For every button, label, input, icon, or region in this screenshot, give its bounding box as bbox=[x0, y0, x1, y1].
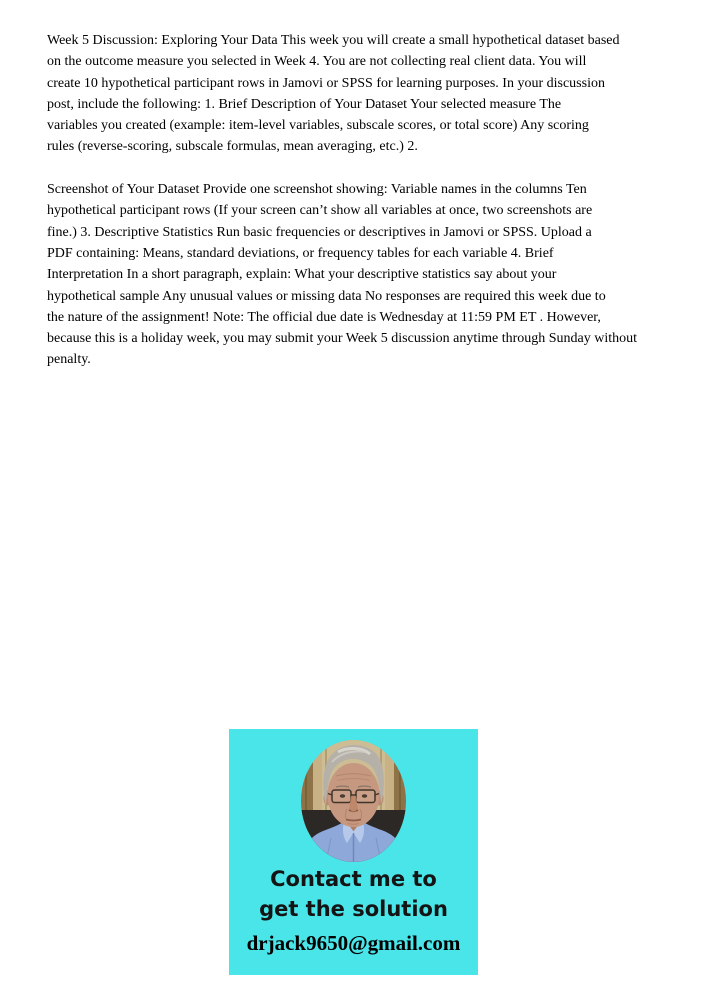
contact-card bbox=[229, 729, 478, 975]
text-line: post, include the following: 1. Brief Description of Your Dataset Your selected measure The bbox=[47, 96, 562, 112]
contact-heading-line1: Contact me to bbox=[270, 867, 437, 891]
text-line: create 10 hypothetical participant rows in Jamovi or SPSS for learning purposes. In your discussion bbox=[47, 75, 605, 91]
text-line: rules (reverse-scoring, subscale formulas, mean averaging, etc.) 2. bbox=[47, 139, 418, 155]
text-line: variables you created (example: item-level variables, subscale scores, or total score) Any scoring bbox=[47, 118, 589, 134]
text-line: Interpretation In a short paragraph, explain: What your descriptive statistics say about your bbox=[47, 267, 557, 283]
text-line: Screenshot of Your Dataset Provide one screenshot showing: Variable names in the columns Ten bbox=[47, 182, 587, 198]
text-line: fine.) 3. Descriptive Statistics Run basic frequencies or descriptives in Jamovi or SPSS. Upload a bbox=[47, 224, 592, 240]
text-line: hypothetical participant rows (If your screen can’t show all variables at once, two screenshots are bbox=[47, 203, 593, 219]
text-line: the nature of the assignment! Note: The official due date is Wednesday at 11:59 PM ET . However, bbox=[47, 309, 601, 325]
text-line: on the outcome measure you selected in Week 4. You are not collecting real client data. You will bbox=[47, 54, 587, 70]
text-line: Week 5 Discussion: Exploring Your Data This week you will create a small hypothetical dataset based bbox=[47, 33, 620, 48]
text-line: penalty. bbox=[47, 352, 91, 368]
contact-email: drjack9650@gmail.com bbox=[246, 931, 461, 955]
text-line: PDF containing: Means, standard deviations, or frequency tables for each variable 4. Brief bbox=[47, 245, 554, 261]
text-line: because this is a holiday week, you may submit your Week 5 discussion anytime through Sunday without bbox=[47, 331, 638, 347]
contact-heading bbox=[229, 864, 478, 924]
contact-heading-line2: get the solution bbox=[259, 897, 448, 921]
text-line: hypothetical sample Any unusual values or missing data No responses are required this week due to bbox=[47, 288, 606, 304]
paragraph-week5-discussion bbox=[47, 30, 667, 158]
man-portrait-photo bbox=[301, 740, 406, 862]
document-text bbox=[47, 30, 667, 371]
paragraph-screenshot-instructions bbox=[47, 179, 667, 371]
